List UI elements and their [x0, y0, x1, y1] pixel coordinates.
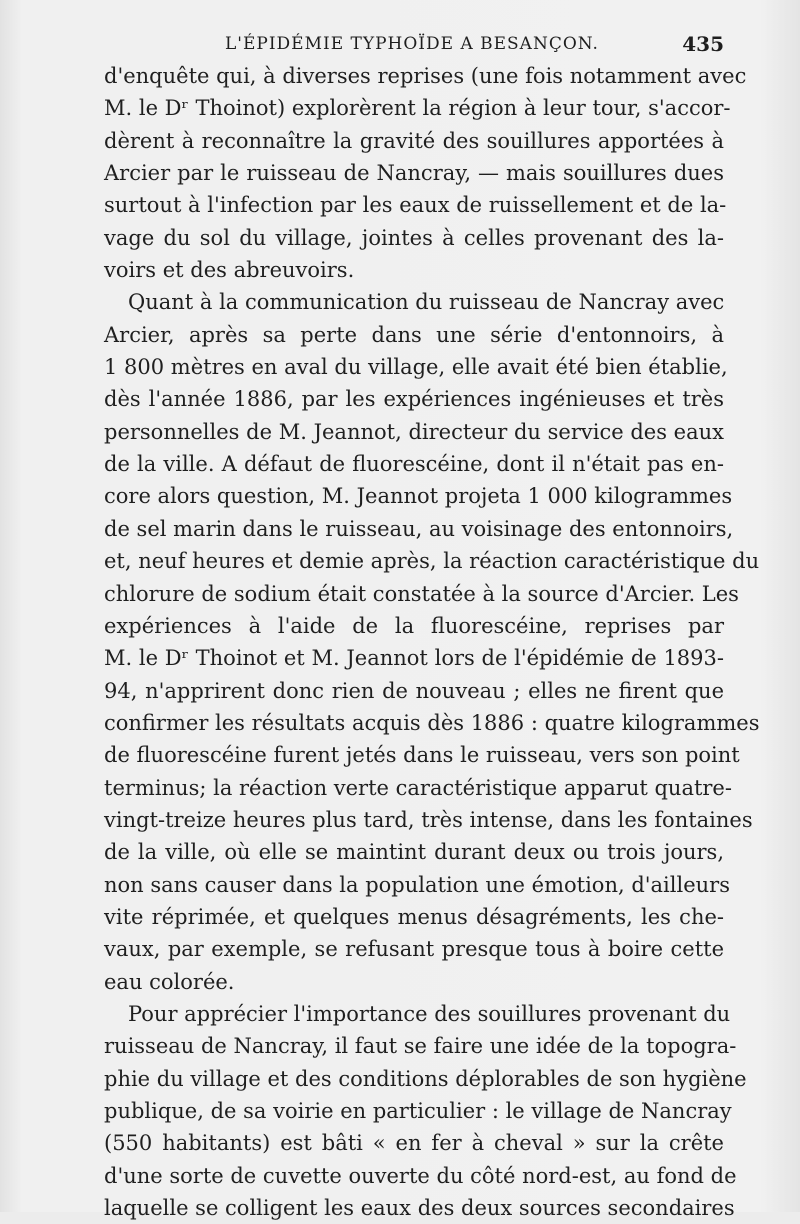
text-line: personnelles de M. Jeannot, directeur du service des eaux	[104, 419, 724, 444]
paragraph	[104, 60, 747, 286]
text-line: de fluorescéine furent jetés dans le ruisseau, vers son point	[104, 743, 740, 768]
text-line: chlorure de sodium était constatée à la source d'Arcier. Les	[104, 581, 739, 606]
text-line: dèrent à reconnaître la gravité des souillures apportées à	[104, 128, 724, 153]
text-line: Pour apprécier l'importance des souillures provenant du	[128, 1001, 731, 1026]
paragraph	[104, 998, 747, 1224]
text-line: de la ville, où elle se maintint durant deux ou trois jours,	[104, 840, 724, 865]
running-title: L'ÉPIDÉMIE TYPHOÏDE A BESANÇON.	[225, 34, 599, 54]
text-line: vingt-treize heures plus tard, très intense, dans les fontaines	[104, 807, 753, 832]
text-line: 1 800 mètres en aval du village, elle avait été bien établie,	[104, 355, 728, 380]
text-line: vage du sol du village, jointes à celles provenant des la-	[104, 225, 724, 250]
text-line: de la ville. A défaut de fluorescéine, dont il n'était pas en-	[104, 452, 724, 477]
text-line: laquelle se colligent les eaux des deux sources secondaires	[104, 1196, 735, 1221]
text-line: Arcier par le ruisseau de Nancray, — mais souillures dues	[104, 161, 724, 186]
text-line: eau colorée.	[104, 969, 235, 994]
text-line: voirs et des abreuvoirs.	[104, 258, 355, 283]
text-line: non sans causer dans la population une émotion, d'ailleurs	[104, 872, 730, 897]
paragraph	[104, 286, 760, 998]
text-line: dès l'année 1886, par les expériences ingénieuses et très	[104, 387, 724, 412]
text-line: ruisseau de Nancray, il faut se faire une idée de la topogra-	[104, 1034, 737, 1059]
page-number: 435	[682, 32, 724, 56]
text-line: M. le Dʳ Thoinot) explorèrent la région à leur tour, s'accor-	[104, 96, 731, 121]
body-text	[104, 60, 760, 1224]
text-line: d'enquête qui, à diverses reprises (une fois notamment avec	[104, 64, 747, 88]
text-line: publique, de sa voirie en particulier : le village de Nancray	[104, 1099, 732, 1123]
text-line: phie du village et des conditions déplorables de son hygiène	[104, 1066, 747, 1091]
text-line: 94, n'apprirent donc rien de nouveau ; elles ne firent que	[104, 678, 724, 703]
text-line: Arcier, après sa perte dans une série d'entonnoirs, à	[104, 322, 724, 347]
text-line: d'une sorte de cuvette ouverte du côté nord-est, au fond de	[104, 1163, 737, 1188]
text-line: (550 habitants) est bâti « en fer à cheval » sur la crête	[104, 1131, 724, 1156]
text-line: vite réprimée, et quelques menus désagréments, les che-	[104, 904, 724, 929]
text-line: terminus; la réaction verte caractéristique apparut quatre-	[104, 775, 732, 800]
page-header	[100, 28, 724, 60]
text-line: M. le Dʳ Thoinot et M. Jeannot lors de l'épidémie de 1893-	[104, 646, 724, 671]
text-line: expériences à l'aide de la fluorescéine, reprises par	[104, 613, 724, 638]
text-line: de sel marin dans le ruisseau, au voisinage des entonnoirs,	[104, 516, 734, 541]
text-line: vaux, par exemple, se refusant presque tous à boire cette	[104, 937, 724, 962]
text-line: surtout à l'infection par les eaux de ruissellement et de la-	[104, 193, 727, 218]
text-line: et, neuf heures et demie après, la réaction caractéristique du	[104, 549, 760, 574]
text-line: Quant à la communication du ruisseau de Nancray avec	[128, 290, 725, 315]
text-line: core alors question, M. Jeannot projeta 1 000 kilogrammes	[104, 484, 733, 509]
text-line: confirmer les résultats acquis dès 1886 : quatre kilogrammes	[104, 710, 760, 735]
